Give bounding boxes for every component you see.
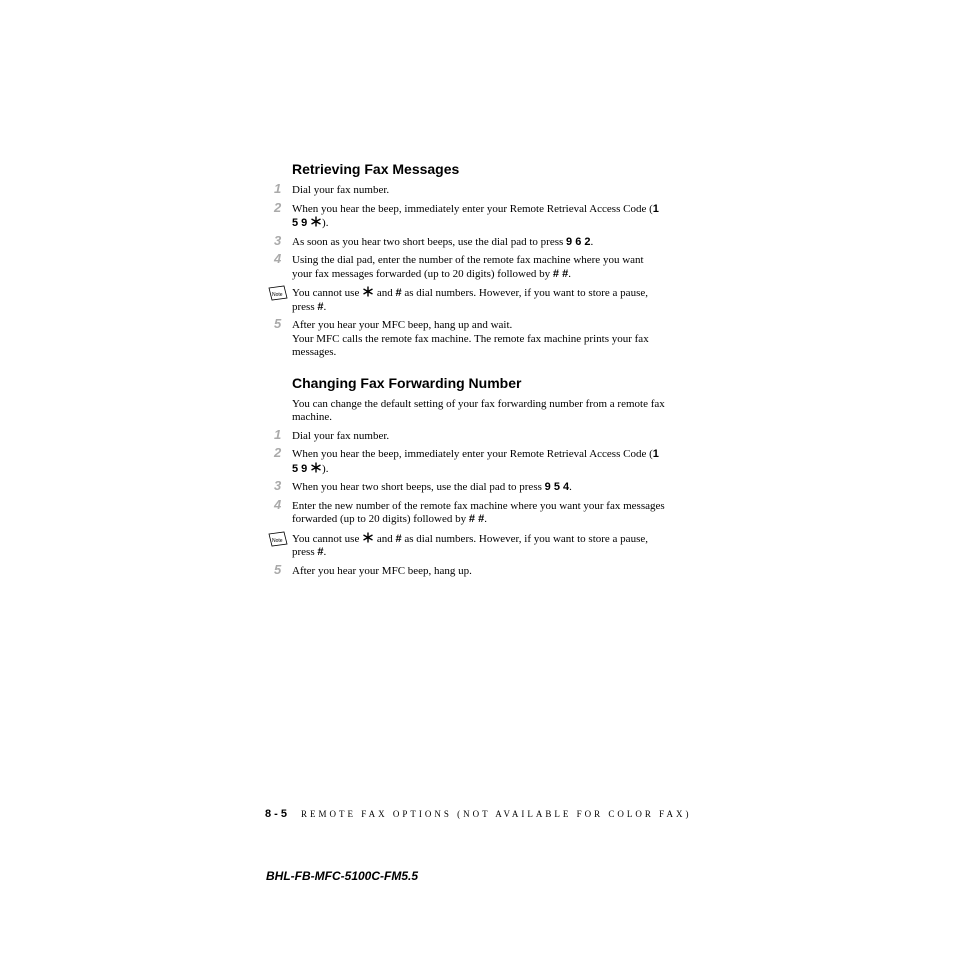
asterisk-key-icon (362, 532, 374, 543)
step-number: 1 (274, 181, 282, 196)
step-number: 5 (274, 316, 282, 331)
step-3: 3 When you hear two short beeps, use the dial pad to press 9 5 4. (274, 478, 572, 493)
step-4: 4 Using the dial pad, enter the number of the remote fax machine where you want your fax messages forwarded (up to 20 digits) followed by # #. (274, 251, 644, 280)
step-1: 1 Dial your fax number. (274, 426, 390, 442)
step-2: 2 When you hear the beep, immediately enter your Remote Retrieval Access Code (1 5 9 ). (274, 199, 659, 229)
step-5: 5 After you hear your MFC beep, hang up. (274, 561, 472, 577)
document-id: BHL-FB-MFC-5100C-FM5.5 (266, 869, 419, 883)
note-icon (268, 531, 288, 547)
note: Note You cannot use and # as dial numbers. However, if you want to store a pause, press #. (266, 532, 666, 560)
step-number: 3 (274, 478, 282, 493)
access-code: 1 5 9 (292, 448, 659, 475)
step-number: 2 (274, 199, 282, 215)
section-intro: You can change the default setting of your fax forwarding number from a remote fax machine. (292, 397, 665, 423)
chapter-title: REMOTE FAX OPTIONS (NOT AVAILABLE FOR COLOR FAX) (301, 809, 692, 819)
page-footer (265, 808, 691, 820)
step-number: 4 (274, 251, 282, 266)
step-4: 4 Enter the new number of the remote fax machine where you want your fax messages forwarded (up to 20 digits) followed by # #. (274, 496, 665, 525)
page-number: 8 - 5 (265, 808, 288, 820)
step-5: 5 After you hear your MFC beep, hang up and wait. Your MFC calls the remote fax machine. The remote fax machine prints your fax messages. (274, 316, 649, 358)
svg-text:Note: Note (272, 537, 283, 544)
asterisk-key-icon (310, 216, 322, 227)
step-number: 4 (274, 496, 282, 512)
asterisk-key-icon (310, 462, 322, 473)
step-number: 5 (274, 561, 282, 577)
step-number: 2 (274, 445, 282, 460)
step-number: 3 (274, 232, 282, 248)
section-title-retrieving: Retrieving Fax Messages (292, 161, 460, 177)
step-3: 3 As soon as you hear two short beeps, use the dial pad to press 9 6 2. (274, 232, 594, 248)
step-number: 1 (274, 426, 282, 442)
access-code: 1 5 9 (292, 202, 659, 229)
page-content (266, 160, 666, 583)
step-2: 2 When you hear the beep, immediately enter your Remote Retrieval Access Code (1 5 9 ). (274, 445, 659, 475)
svg-text:Note: Note (272, 292, 283, 298)
step-1: 1 Dial your fax number. (274, 181, 390, 196)
asterisk-key-icon (362, 286, 374, 297)
note: Note You cannot use and # as dial numbers. However, if you want to store a pause, press #. (266, 286, 666, 314)
note-icon (268, 285, 288, 301)
section-title-changing: Changing Fax Forwarding Number (292, 374, 522, 391)
